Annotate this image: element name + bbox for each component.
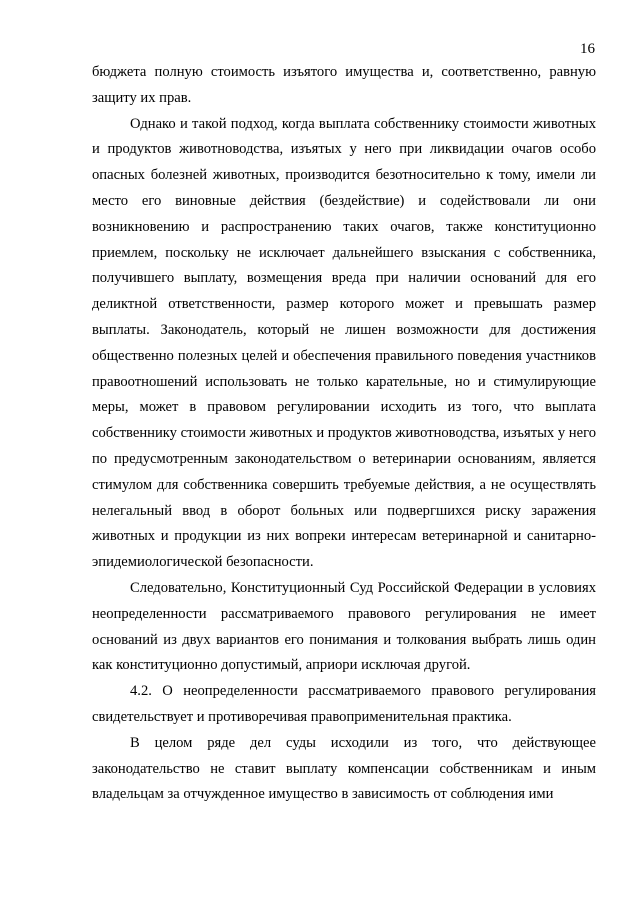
page-number: 16 xyxy=(580,41,595,57)
paragraph-approach: Однако и такой подход, когда выплата собственнику стоимости животных и продуктов животноводства, изъятых у него при ликвидации очагов особо опасных болезней животных, производится безотносительно к тому, имели ли место его виновные действия (бездействие) и содействовали ли они возникновению и распространению таких очагов, также конституционно приемлем, поскольку не исключает дальнейшего взыскания с собственника, получившего выплату, возмещения вреда при наличии оснований для его деликтной ответственности, размер которого может и превышать размер выплаты. Законодатель, который не лишен возможности для достижения общественно полезных целей и обеспечения правильного поведения участников правоотношений использовать не только карательные, но и стимулирующие меры, может в правовом регулировании исходить из того, что выплата собственнику стоимости животных и продуктов животноводства, изъятых у него по предусмотренным законодательством о ветеринарии основаниям, является стимулом для собственника совершить требуемые действия, а не осуществлять нелегальный ввод в оборот больных или подвергшихся риску заражения животных и продукции из них вопреки интересам ветеринарной и санитарно-эпидемиологической безопасности. xyxy=(92,115,596,571)
paragraph-section-4-2: 4.2. О неопределенности рассматриваемого правового регулирования свидетельствует и противоречивая правоприменительная практика. xyxy=(92,683,596,725)
paragraph-court-practice: В целом ряде дел суды исходили из того, что действующее законодательство не ставит выплату компенсации собственникам и иным владельцам за отчужденное имущество в зависимость от соблюдения ими xyxy=(92,734,596,803)
document-body xyxy=(92,60,596,808)
paragraph-conclusion: Следовательно, Конституционный Суд Российской Федерации в условиях неопределенности рассматриваемого правового регулирования не имеет оснований из двух вариантов его понимания и толкования выбрать лишь один как конституционно допустимый, априори исключая другой. xyxy=(92,579,596,674)
paragraph-continuation: бюджета полную стоимость изъятого имущества и, соответственно, равную защиту их прав. xyxy=(92,64,596,106)
